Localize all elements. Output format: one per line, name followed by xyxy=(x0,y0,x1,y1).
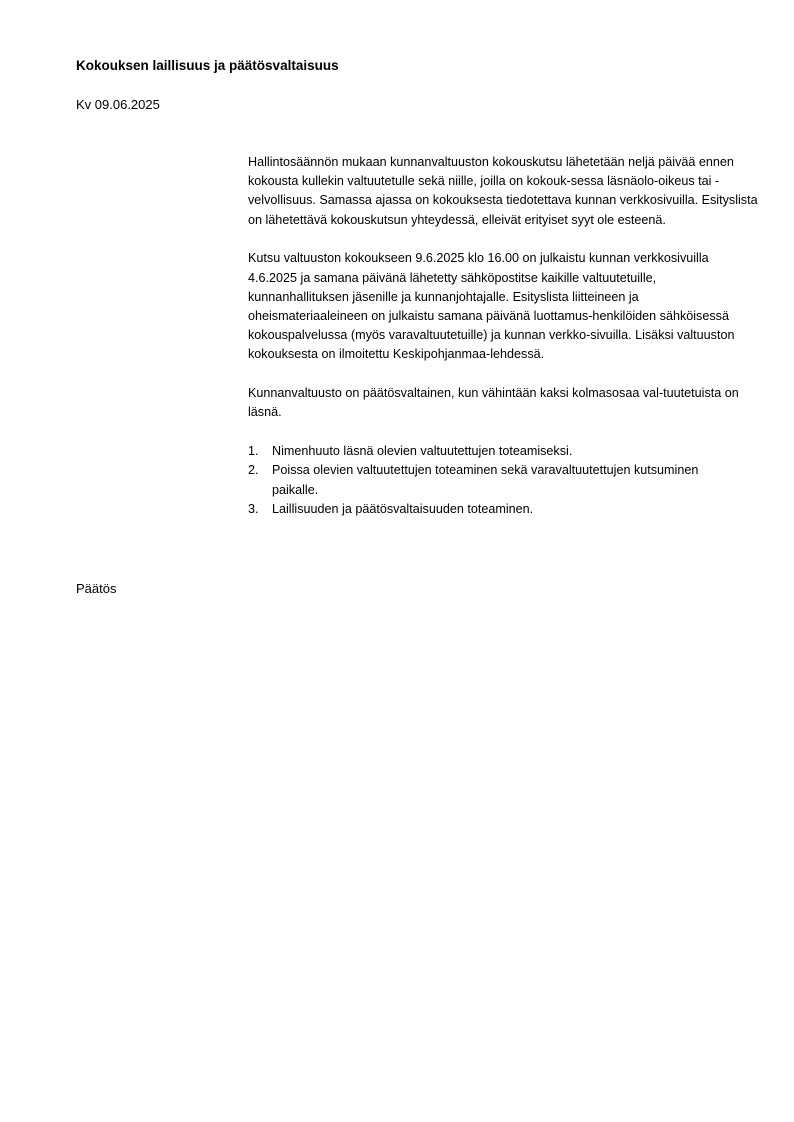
list-item-text: Nimenhuuto läsnä olevien valtuutettujen toteamiseksi. xyxy=(272,444,573,459)
list-item-text: Laillisuuden ja päätösvaltaisuuden toteaminen. xyxy=(272,501,534,516)
list-item-number: 2. xyxy=(248,463,259,478)
document-body xyxy=(248,153,760,519)
paragraph-quorum: Kunnanvaltuusto on päätösvaltainen, kun vähintään kaksi kolmasosaa val-tuutetuista on läsnä. xyxy=(248,386,739,420)
meeting-reference: Kv 09.06.2025 xyxy=(76,97,160,112)
list-item xyxy=(248,461,760,499)
decision-label: Päätös xyxy=(76,581,117,596)
list-item-text: Poissa olevien valtuutettujen toteaminen sekä varavaltuutettujen kutsuminen paikalle. xyxy=(272,463,699,497)
procedure-steps-list xyxy=(248,442,760,519)
document-title: Kokouksen laillisuus ja päätösvaltaisuus xyxy=(76,58,339,73)
list-item xyxy=(248,442,760,461)
list-item-number: 1. xyxy=(248,444,259,459)
paragraph-invitation-published: Kutsu valtuuston kokoukseen 9.6.2025 klo 16.00 on julkaistu kunnan verkkosivuilla 4.6.2025 ja samana päivänä lähetetty sähköpostitse kaikille valtuutetuille, kunnanhallituksen jäsenille ja kunnanjohtajalle. Esityslista liitteineen ja oheismateriaaleineen on julkaistu samana päivänä luottamus-henkilöiden sähköisessä kokouspalvelussa (myös varavaltuutetuille) ja kunnan verkko-sivuilla. Lisäksi valtuuston kokouksesta on ilmoitettu Keskipohjanmaa-lehdessä. xyxy=(248,251,735,362)
list-item-number: 3. xyxy=(248,501,259,516)
paragraph-meeting-invitation-rules: Hallintosäännön mukaan kunnanvaltuuston kokouskutsu lähetetään neljä päivää ennen kokousta kullekin valtuutetulle sekä niille, joilla on kokouk-sessa läsnäolo-oikeus tai -velvollisuus. Samassa ajassa on kokouksesta tiedotettava kunnan verkkosivuilla. Esityslista on lähetettävä kokouskutsun yhteydessä, elleivät erityiset syyt ole esteenä. xyxy=(248,155,758,227)
list-item xyxy=(248,500,760,519)
